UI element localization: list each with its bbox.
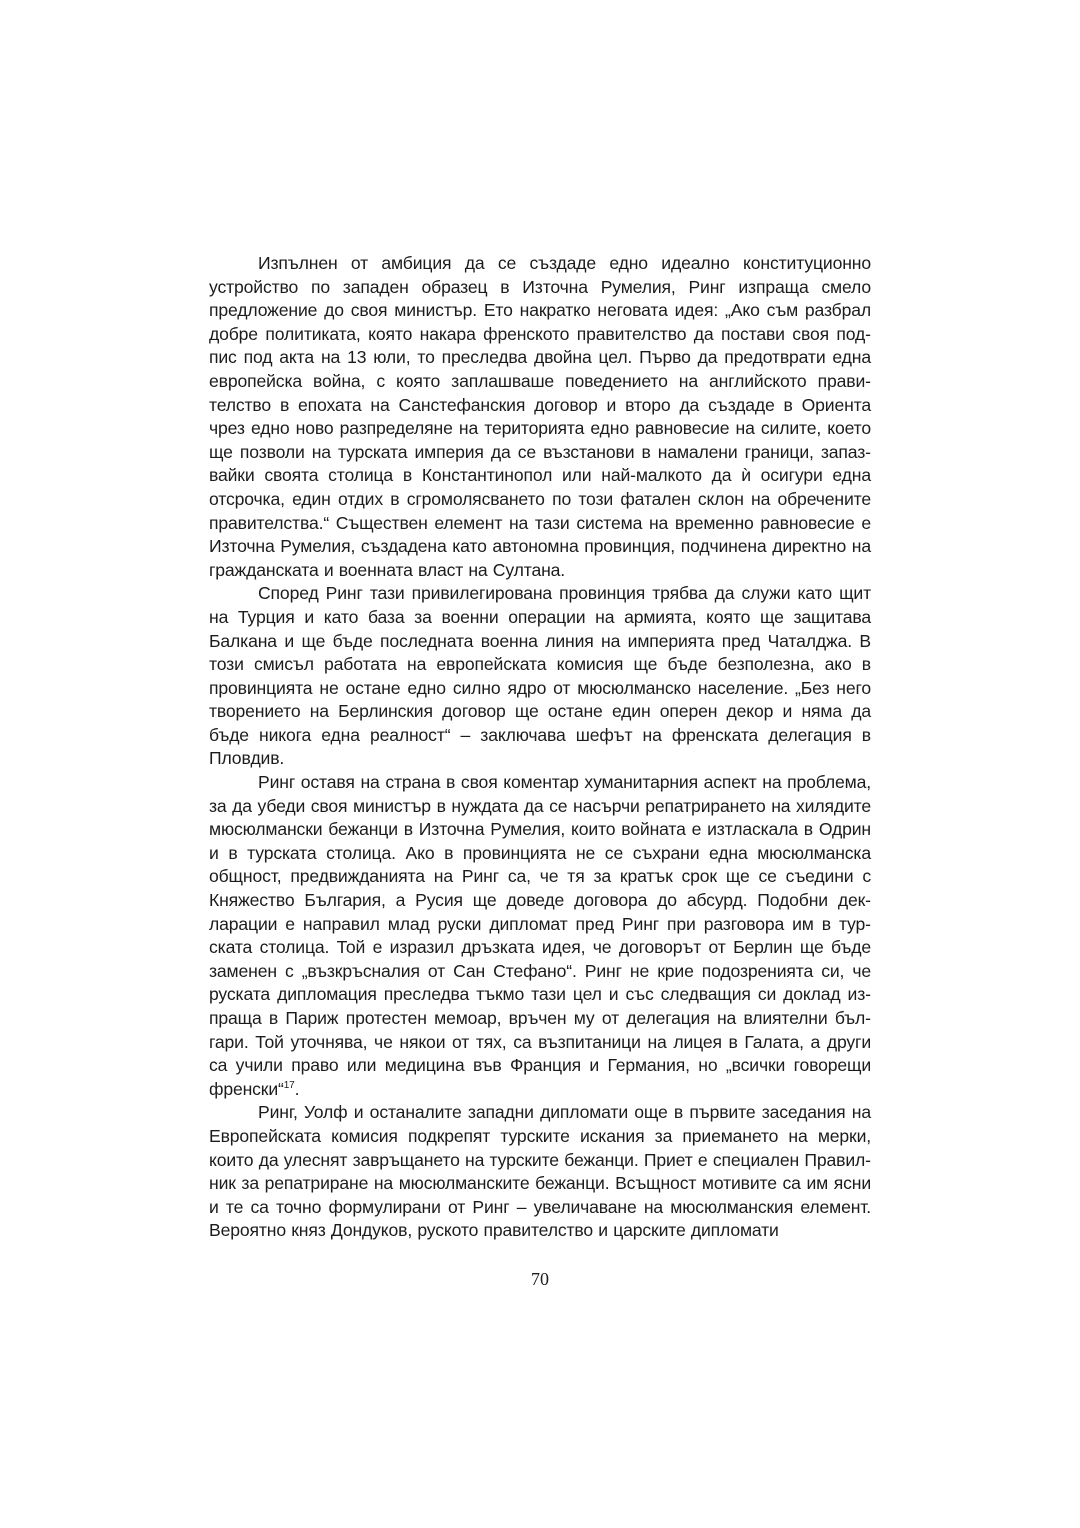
paragraph-4 [209, 1101, 871, 1243]
body-text [209, 252, 871, 1243]
paragraph-3-end: . [294, 1078, 300, 1099]
paragraph-2 [209, 582, 871, 771]
paragraph-3-text: Ринг оставя на страна в своя коментар хуманитарния аспект на проблема, за да убеди своя министър в нуждата да се насърчи репатрирането на хилядите мюсюлмански бежанци в Източна Румелия, които войната е изтласкала в Одрин и в турската столица. Ако в провинцията не се съхрани една мюсюлманска общност, предвижданията на Ринг са, че тя за кратък срок ще се съедини с Княжество България, а Русия ще доведе договора до абсурд. Подобни декларации е направил млад руски дипломат пред Ринг при разговора им в турската столица. Той е изразил дръзката идея, че договорът от Берлин ще бъде заменен с „възкръсналия от Сан Стефано“. Ринг не крие подозренията си, че руската дипломация преследва тъкмо тази цел и със следващия си доклад изпраща в Париж протестен мемоар, връчен му от делегация на влиятелни българи. Той уточнява, че някои от тях, са възпитаници на лицея в Галата, а други са учили право или медицина във Франция и Германия, но „всички говорещи френски“ [209, 772, 871, 1099]
paragraph-3 [209, 771, 871, 1101]
paragraph-2-text: Според Ринг тази привилегирована провинция трябва да служи като щит на Турция и като база за военни операции на армията, която ще защитава Балкана и ще бъде последната военна линия на империята пред Чаталджа. В този смисъл работата на европейската комисия ще бъде безполезна, ако в провинцията не остане едно силно ядро от мюсюлманско население. „Без него творението на Берлинския договор ще остане един оперен декор и няма да бъде никога една реалност“ – заключава шефът на френската делегация в Пловдив. [209, 583, 871, 769]
page-number: 70 [531, 1269, 549, 1289]
paragraph-1 [209, 252, 871, 582]
paragraph-1-text: Изпълнен от амбиция да се създаде едно идеално конституционно устройство по западен образец в Източна Румелия, Ринг изпраща смело предложение до своя министър. Ето накратко неговата идея: „Ако съм разбрал добре политиката, която накара френското правителство да постави своя подпис под акта на 13 юли, то преследва двойна цел. Първо да предотврати една европейска война, с която заплашваше поведението на английското правителство в епохата на Санстефанския договор и второ да създаде в Ориента чрез едно ново разпределяне на територията едно равновесие на силите, което ще позволи на турската империя да се възстанови в намалени граници, запазвайки своята столица в Константинопол или най-малкото да ѝ осигури една отсрочка, един отдих в сгромолясването по този фатален склон на обречените правителства.“ Съществен елемент на тази система на временно равновесие е Източна Румелия, създадена като автономна провинция, подчинена директно на гражданската и военната власт на Султана. [209, 253, 871, 580]
paragraph-4-text: Ринг, Уолф и останалите западни дипломати още в първите заседания на Европейската комисия подкрепят турските искания за приемането на мерки, които да улеснят завръщането на турските бежанци. Приет е специален Правилник за репатриране на мюсюлманските бежанци. Всъщност мотивите са им ясни и те са точно формулирани от Ринг – увеличаване на мюсюлманския елемент. Вероятно княз Дондуков, руското правителство и царските дипломати [209, 1102, 871, 1241]
footnote-reference: 17 [283, 1079, 295, 1091]
